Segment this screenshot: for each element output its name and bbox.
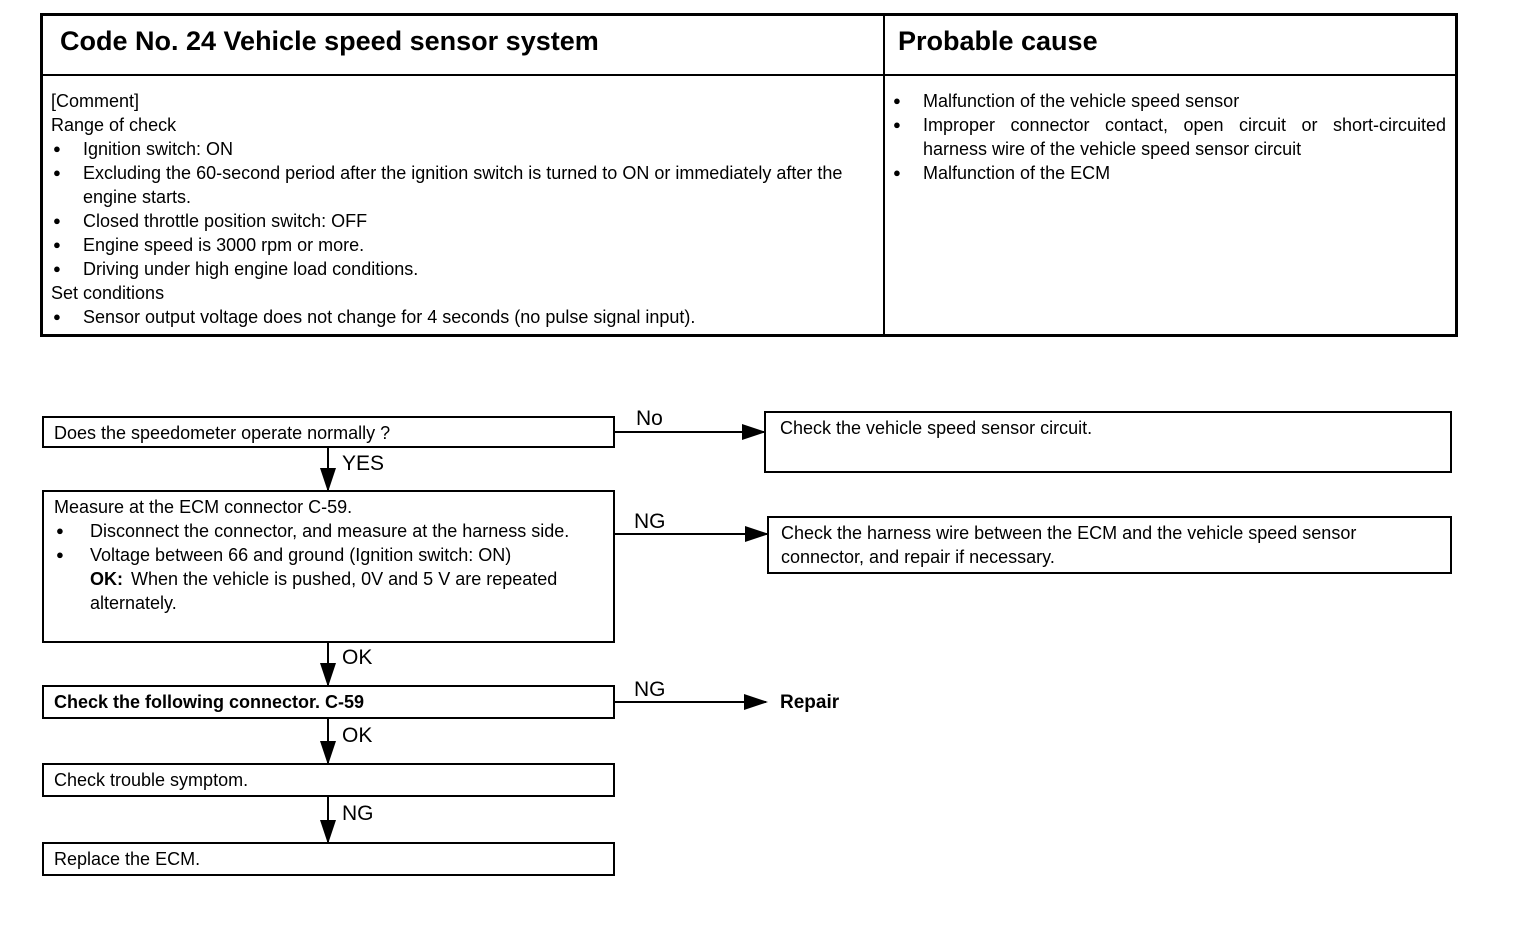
step-check-symptom: Check trouble symptom.	[42, 763, 615, 797]
step-replace-ecm: Replace the ECM.	[42, 842, 615, 876]
list-item: ● Driving under high engine load conditions.	[51, 257, 876, 281]
list-item: ● Ignition switch: ON	[51, 137, 876, 161]
list-item: ● Excluding the 60-second period after the ignition switch is turned to ON or immediately after the engine starts.	[51, 161, 876, 209]
ok-condition	[54, 567, 603, 615]
repair-action: Repair	[780, 692, 840, 713]
list-item: ● Closed throttle position switch: OFF	[51, 209, 876, 233]
action-check-harness: Check the harness wire between the ECM and the vehicle speed sensor connector, and repair if necessary.	[767, 516, 1452, 574]
list-item: ● Malfunction of the ECM	[891, 161, 1446, 185]
step-check-connector: Check the following connector. C-59	[42, 685, 615, 719]
range-label: Range of check	[51, 115, 177, 135]
ok-label: OK	[342, 724, 373, 747]
comment-label: [Comment]	[51, 91, 140, 111]
ng-label: NG	[634, 510, 666, 533]
step-speedometer-check: Does the speedometer operate normally ?	[42, 416, 615, 448]
list-item: ● Malfunction of the vehicle speed sensor	[891, 89, 1446, 113]
table-title: Code No. 24 Vehicle speed sensor system	[60, 26, 599, 56]
ok-label: OK:	[90, 569, 123, 589]
ok-text: When the vehicle is pushed, 0V and 5 V are repeated alternately.	[90, 569, 558, 613]
ok-label: OK	[342, 646, 373, 669]
no-label: No	[636, 407, 663, 430]
ng-label: NG	[634, 678, 666, 701]
action-check-sensor-circuit: Check the vehicle speed sensor circuit.	[764, 411, 1452, 473]
list-item: ● Sensor output voltage does not change for 4 seconds (no pulse signal input).	[51, 305, 876, 329]
step-title: Measure at the ECM connector C-59.	[54, 497, 353, 517]
list-item: ● Engine speed is 3000 rpm or more.	[51, 233, 876, 257]
list-item: ● Disconnect the connector, and measure at the harness side.	[54, 519, 603, 543]
ng-label: NG	[342, 802, 374, 825]
list-item: ● Improper connector contact, open circuit or short-circuited harness wire of the vehicle speed sensor circuit	[891, 113, 1446, 161]
step-list	[54, 519, 603, 567]
probable-cause-heading: Probable cause	[898, 26, 1098, 56]
yes-label: YES	[342, 452, 385, 475]
set-conditions-label: Set conditions	[51, 283, 165, 303]
list-item: ● Voltage between 66 and ground (Ignition switch: ON)	[54, 543, 603, 567]
step-measure-ecm	[42, 490, 615, 643]
